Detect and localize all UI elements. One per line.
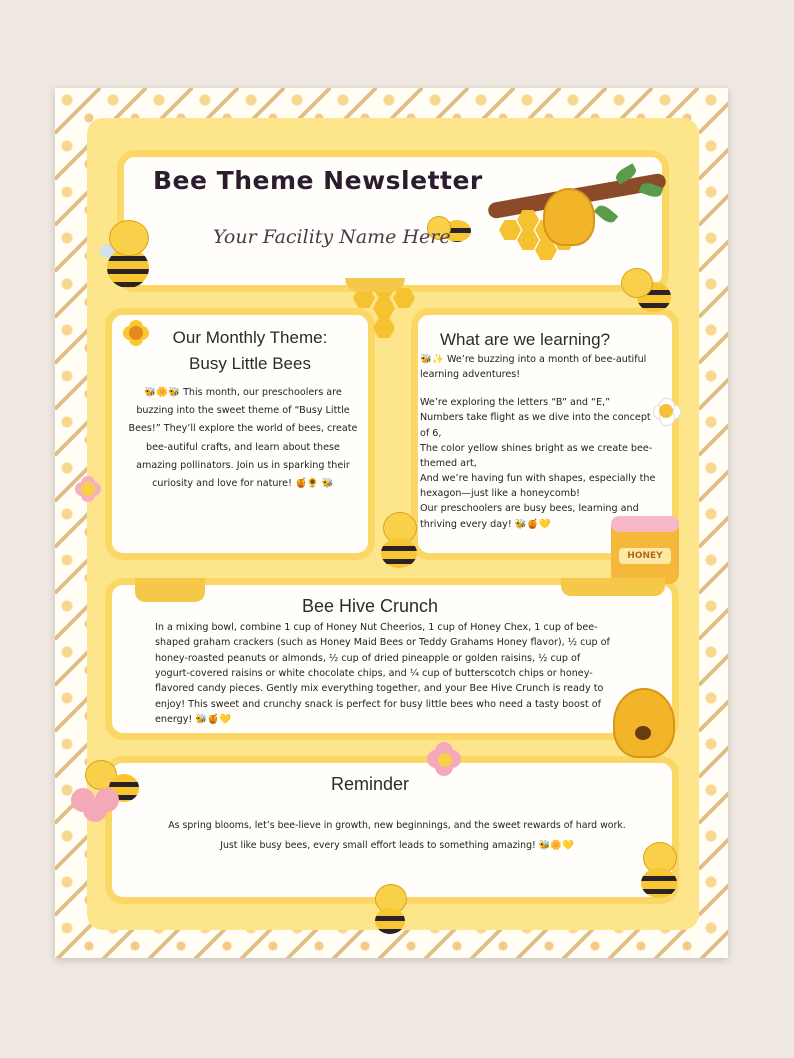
learning-line: We’re exploring the letters “B” and “E,” (420, 397, 611, 409)
newsletter-title: Bee Theme Newsletter (153, 166, 483, 195)
monthly-theme-heading (150, 328, 350, 374)
beehive-illustration (543, 188, 595, 246)
honey-jar-label: HONEY (619, 548, 671, 564)
recipe-heading: Bee Hive Crunch (301, 596, 439, 616)
facility-name: Your Facility Name Here (213, 226, 451, 248)
recipe-body: In a mixing bowl, combine 1 cup of Honey Nut Cheerios, 1 cup of Honey Chex, 1 cup of bee-shaped graham crackers (such as Honey Maid Bees or Teddy Grahams Honey flavor), ½ cup of honey-roasted peanuts or almonds, ½ cup of dried pineapple or golden raisins, ½ cup of yogurt-covered raisins or white chocolate chips, and ¼ cup of butterscotch chips or honey-flavored candy pieces. Gently mix everything together, and your Bee Hive Crunch is ready to enjoy! This sweet and crunchy snack is perfect for busy little bees who need a tasty boost of energy! 🐝🍯💛 (155, 622, 610, 726)
reminder-line1: As spring blooms, let’s bee-lieve in growth, new beginnings, and the sweet rewards of hard work. (168, 820, 626, 831)
reminder-heading: Reminder (330, 774, 410, 794)
reminder-line2: Just like busy bees, every small effort leads to something amazing! 🐝🌼💛 (220, 839, 574, 851)
learning-line: Numbers take flight as we dive into the concept of 6, (420, 412, 651, 439)
beehive-illustration (613, 688, 675, 758)
reminder-body (132, 816, 662, 856)
theme-heading-line1: Our Monthly Theme: (172, 328, 328, 347)
learning-line: Our preschoolers are busy bees, learning and thriving every day! 🐝🍯💛 (420, 503, 639, 530)
learning-line: And we’re having fun with shapes, especially the hexagon—just like a honeycomb! (420, 473, 656, 500)
honey-dipper (345, 278, 405, 292)
learning-line: The color yellow shines bright as we create bee-themed art, (420, 442, 653, 469)
learning-line: 🐝✨ We’re buzzing into a month of bee-autiful learning adventures! (420, 354, 647, 381)
honey-drip (561, 578, 665, 596)
learning-body (420, 352, 660, 532)
learning-heading: What are we learning? (439, 330, 611, 349)
theme-heading-line2: Busy Little Bees (189, 354, 311, 373)
monthly-theme-body: 🐝🌼🐝 This month, our preschoolers are buzzing into the sweet theme of “Busy Little Bees!” They’ll explore the world of bees, create bee-autiful crafts, and learn about these amazing pollinators. Join us in sparking their curiosity and love for nature! 🍯🌻 🐝 (128, 387, 358, 490)
learning-line (420, 382, 660, 395)
